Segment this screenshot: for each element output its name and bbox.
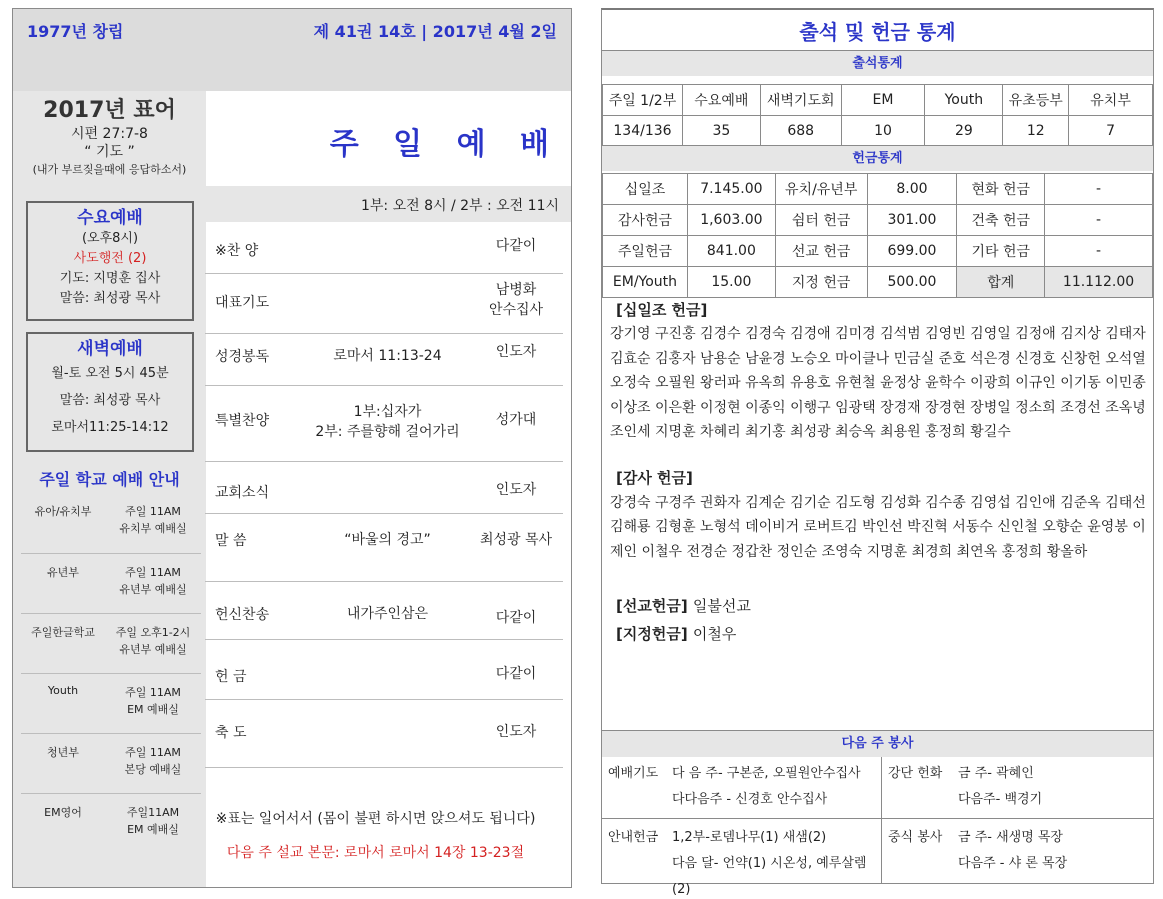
motto-theme: “ 기도 ” bbox=[84, 144, 135, 160]
school-name: 유아/유치부 bbox=[34, 505, 92, 518]
table-cell: 지정 헌금 bbox=[775, 267, 867, 298]
attendance-table bbox=[602, 84, 1153, 147]
table-header: EM bbox=[841, 85, 925, 116]
next-week-service bbox=[602, 730, 1153, 897]
table-header: 주일 1/2부 bbox=[603, 85, 683, 116]
order-item: 성경봉독 bbox=[215, 349, 270, 365]
founded-year: 1977년 창립 bbox=[27, 22, 124, 41]
next-week-heading: 다음 주 봉사 bbox=[602, 731, 1153, 757]
table-cell: 841.00 bbox=[687, 236, 775, 267]
motto-verse: 시편 27:7-8 bbox=[71, 126, 148, 142]
order-detail: 로마서 11:13-24 bbox=[333, 348, 442, 364]
table-cell: 1,603.00 bbox=[687, 205, 775, 236]
sunday-school-list bbox=[21, 493, 201, 853]
table-row bbox=[603, 236, 1153, 267]
stats-title: 출석 및 헌금 통계 bbox=[799, 20, 956, 44]
issue-info: 제 41권 14호 | 2017년 4월 2일 bbox=[313, 22, 557, 41]
offering-names bbox=[610, 298, 1150, 647]
table-row bbox=[603, 85, 1153, 116]
order-detail: “바울의 경고” bbox=[344, 532, 431, 548]
order-item: 헌 금 bbox=[215, 669, 247, 685]
list-item bbox=[21, 613, 201, 673]
wednesday-preacher: 말씀: 최성광 목사 bbox=[59, 291, 161, 306]
school-time: 주일11AM EM 예배실 bbox=[126, 806, 180, 836]
service-time-bar bbox=[206, 186, 571, 222]
table-cell: 선교 헌금 bbox=[775, 236, 867, 267]
page-title: 주 일 예 배 bbox=[329, 127, 561, 162]
table-cell: 301.00 bbox=[867, 205, 957, 236]
dawn-title: 새벽예배 bbox=[77, 339, 143, 359]
wednesday-prayer: 기도: 지명훈 집사 bbox=[59, 271, 161, 286]
service-time: 1부: 오전 8시 / 2부 : 오전 11시 bbox=[360, 198, 559, 214]
list-item bbox=[21, 673, 201, 733]
table-cell: 쉼터 헌금 bbox=[775, 205, 867, 236]
order-leader: 인도자 bbox=[495, 344, 537, 360]
dawn-service-box bbox=[26, 332, 194, 452]
duty-assignees: 금 주- 곽혜인 다음주- 백경기 bbox=[958, 766, 1043, 807]
school-name: 주일한글학교 bbox=[31, 626, 95, 639]
table-cell: 유치/유년부 bbox=[775, 174, 867, 205]
designated-offering: [지정헌금] 이철우 bbox=[616, 625, 737, 644]
sidebar bbox=[13, 91, 206, 887]
school-name: 청년부 bbox=[47, 746, 79, 759]
table-cell: 8.00 bbox=[867, 174, 957, 205]
meal-duty bbox=[882, 819, 1153, 883]
table-cell: 500.00 bbox=[867, 267, 957, 298]
duty-label: 안내헌금 bbox=[608, 830, 659, 845]
dawn-time: 월-토 오전 5시 45분 bbox=[51, 366, 169, 381]
wednesday-title: 수요예배 bbox=[77, 208, 143, 228]
wednesday-sermon: 사도행전 (2) bbox=[73, 251, 147, 266]
table-header: 수요예배 bbox=[682, 85, 760, 116]
thanks-heading: [감사 헌금] bbox=[616, 469, 693, 488]
school-name: Youth bbox=[47, 684, 79, 697]
table-cell: 134/136 bbox=[603, 116, 683, 147]
order-item: 축 도 bbox=[215, 725, 247, 741]
motto-title: 2017년 표어 bbox=[43, 98, 176, 123]
standing-note: ※표는 일어서서 (몸이 불편 하시면 앉으셔도 됩니다) bbox=[215, 811, 536, 827]
order-item: 교회소식 bbox=[215, 485, 270, 501]
order-item: ※찬 양 bbox=[215, 243, 259, 259]
order-leader: 인도자 bbox=[495, 482, 537, 498]
duty-assignees: 1,2부-로뎀나무(1) 새샘(2) 다음 달- 언약(1) 시온성, 예루살렘(2) bbox=[672, 830, 867, 897]
table-cell: 699.00 bbox=[867, 236, 957, 267]
order-leader: 다같이 bbox=[495, 238, 537, 254]
school-time: 주일 11AM 본당 예배실 bbox=[124, 746, 182, 776]
order-item: 대표기도 bbox=[215, 295, 270, 311]
tithe-heading: [십일조 헌금] bbox=[616, 301, 708, 319]
duty-label: 중식 봉사 bbox=[888, 830, 943, 845]
motto-subtitle: (내가 부르짖을때에 응답하소서) bbox=[32, 163, 187, 176]
attendance-heading: 출석통계 bbox=[602, 50, 1153, 76]
list-item bbox=[21, 793, 201, 853]
dawn-passage: 로마서11:25-14:12 bbox=[51, 420, 169, 435]
list-item bbox=[21, 733, 201, 793]
table-cell: 주일헌금 bbox=[603, 236, 688, 267]
duty-assignees: 다 음 주- 구본준, 오필원안수집사 다다음주 - 신경호 안수집사 bbox=[672, 766, 861, 807]
table-cell: 10 bbox=[841, 116, 925, 147]
table-cell: 기타 헌금 bbox=[957, 236, 1045, 267]
prayer-duty bbox=[602, 757, 882, 819]
duty-label: 강단 헌화 bbox=[888, 766, 943, 781]
table-row bbox=[205, 640, 563, 700]
table-row bbox=[205, 334, 563, 386]
table-row bbox=[205, 700, 563, 768]
duty-label: 예배기도 bbox=[608, 766, 659, 781]
next-sermon: 다음 주 설교 본문: 로마서 로마서 14장 13-23절 bbox=[226, 845, 525, 861]
order-detail: 1부:십자가 2부: 주를향해 걸어가리 bbox=[315, 404, 460, 440]
order-leader: 최성광 목사 bbox=[479, 532, 553, 548]
table-cell: 688 bbox=[760, 116, 841, 147]
offering-heading: 헌금통계 bbox=[602, 145, 1153, 171]
order-leader: 다같이 bbox=[495, 610, 537, 626]
table-cell: - bbox=[1045, 205, 1153, 236]
order-detail: 내가주인삼은 bbox=[346, 606, 429, 622]
table-header: 유치부 bbox=[1069, 85, 1153, 116]
table-row bbox=[603, 116, 1153, 147]
table-cell: 12 bbox=[1003, 116, 1069, 147]
table-cell: 7 bbox=[1069, 116, 1153, 147]
offering-table bbox=[602, 173, 1153, 298]
table-cell: 15.00 bbox=[687, 267, 775, 298]
table-cell: - bbox=[1045, 236, 1153, 267]
table-row bbox=[205, 220, 563, 274]
table-header: 새벽기도회 bbox=[760, 85, 841, 116]
table-row bbox=[603, 205, 1153, 236]
table-row bbox=[205, 582, 563, 640]
table-row bbox=[603, 174, 1153, 205]
tithe-names: 강기영 구진홍 김경수 김경숙 김경애 김미경 김석범 김영빈 김영일 김정애 김지상 김태자 김효순 김홍자 남용순 남윤경 노승오 마이클나 민금실 준호 석은경 신경호 신창헌 오석열 오정숙 오필원 왕러파 유옥희 유용호 유현철 윤정상 윤학수 이광희 이규인 이기동 이민종 이상조 이은환 이정현 이종익 이행구 임광택 장경재 장경현 장병일 정소희 조경선 조옥녕 조인세 지명훈 차혜리 최기홍 최성광 최승옥 최용원 홍정희 황길수 bbox=[610, 326, 1146, 441]
table-cell: 현화 헌금 bbox=[957, 174, 1045, 205]
total-value: 11.112.00 bbox=[1045, 267, 1153, 298]
wednesday-service-box bbox=[26, 201, 194, 321]
sunday-school-title: 주일 학교 예배 안내 bbox=[39, 470, 180, 489]
bulletin-header bbox=[13, 9, 571, 91]
dawn-preacher: 말씀: 최성광 목사 bbox=[59, 393, 161, 408]
table-row bbox=[205, 386, 563, 462]
thanks-names: 강경숙 구경주 권화자 김계순 김기순 김도형 김성화 김수종 김영섭 김인애 김준옥 김태선 김해룡 김형훈 노형석 데이비거 로버트김 박인선 박진혁 서동수 신인철 오향순 윤영봉 이제인 이철우 전경순 정갑찬 정인순 조영숙 지명훈 최경희 최연옥 홍정희 황올하 bbox=[610, 494, 1146, 560]
order-leader: 남병화 안수집사 bbox=[488, 282, 544, 318]
year-motto bbox=[13, 97, 206, 179]
school-name: 유년부 bbox=[47, 566, 79, 579]
table-cell: 십일조 bbox=[603, 174, 688, 205]
table-header: 유초등부 bbox=[1003, 85, 1069, 116]
order-item: 특별찬양 bbox=[215, 413, 270, 429]
table-cell: - bbox=[1045, 174, 1153, 205]
table-cell: 35 bbox=[682, 116, 760, 147]
table-header: Youth bbox=[925, 85, 1003, 116]
table-row bbox=[205, 274, 563, 334]
school-name: EM영어 bbox=[44, 806, 82, 819]
school-time: 주일 오후1-2시 유년부 예배실 bbox=[115, 626, 191, 656]
list-item bbox=[21, 493, 201, 553]
order-leader: 성가대 bbox=[495, 412, 537, 428]
table-row bbox=[205, 514, 563, 582]
school-time: 주일 11AM 유치부 예배실 bbox=[119, 505, 187, 535]
usher-duty bbox=[602, 819, 882, 897]
order-item: 말 씀 bbox=[215, 533, 247, 549]
wednesday-time: (오후8시) bbox=[81, 231, 139, 246]
mission-offering: [선교헌금] 일불선교 bbox=[616, 597, 751, 616]
school-time: 주일 11AM 유년부 예배실 bbox=[119, 566, 187, 596]
order-item: 헌신찬송 bbox=[215, 607, 270, 623]
table-row bbox=[603, 267, 1153, 298]
order-leader: 다같이 bbox=[495, 666, 537, 682]
school-time: 주일 11AM EM 예배실 bbox=[125, 686, 181, 716]
table-cell: 건축 헌금 bbox=[957, 205, 1045, 236]
table-cell: EM/Youth bbox=[603, 267, 688, 298]
list-item bbox=[21, 553, 201, 613]
table-cell: 감사헌금 bbox=[603, 205, 688, 236]
order-leader: 인도자 bbox=[495, 724, 537, 740]
flower-duty bbox=[882, 757, 1153, 819]
bulletin-stats-page bbox=[601, 8, 1154, 897]
duty-assignees: 금 주- 새생명 목장 다음주 - 샤 론 목장 bbox=[958, 830, 1068, 871]
table-cell: 7.145.00 bbox=[687, 174, 775, 205]
table-cell: 29 bbox=[925, 116, 1003, 147]
table-row bbox=[205, 462, 563, 514]
total-label: 합계 bbox=[957, 267, 1045, 298]
